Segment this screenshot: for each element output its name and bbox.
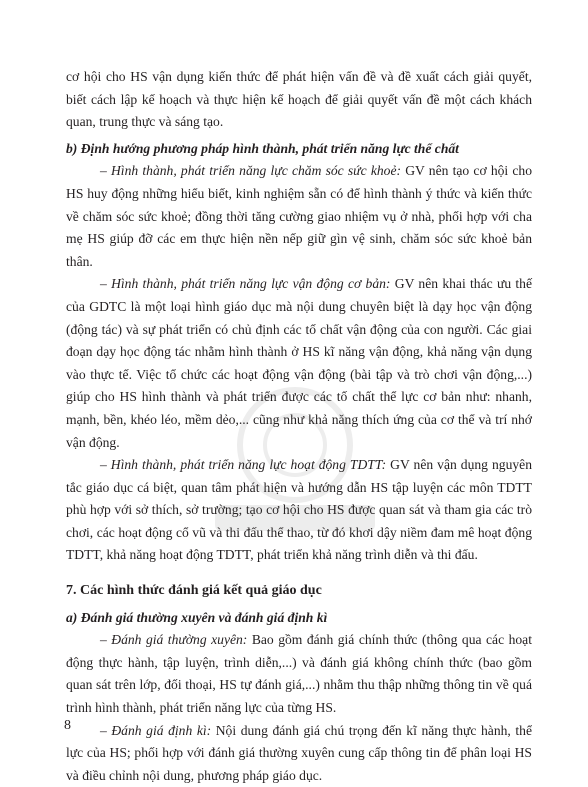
paragraph-regular-assessment xyxy=(66,629,532,719)
paragraph-body: GV nên khai thác ưu thế của GDTC là một loại hình giáo dục mà nội dung chuyên biệt là dạy học vận động (động tác) và sự phát triển có chủ định các tố chất vận động của con người. Các giai đoạn dạy học động tác nhằm hình thành ở HS kĩ năng vận động, khả năng vận dụng vào thực tế. Việc tổ chức các hoạt động vận động (bài tập và trò chơi vận động,...) giúp cho HS hình thành và phát triển được các tố chất thể lực cơ bản như: nhanh, mạnh, bền, khéo léo, mềm dẻo,... cũng như khả năng thích ứng của cơ thể và trí nhớ vận động. xyxy=(66,276,533,450)
paragraph-lead: – Đánh giá định kì: xyxy=(100,722,212,738)
paragraph-basic-motor xyxy=(66,273,532,454)
heading-b: b) Định hướng phương pháp hình thành, phát triển năng lực thể chất xyxy=(66,140,459,156)
paragraph-lead: – Hình thành, phát triển năng lực hoạt động TDTT: xyxy=(100,457,387,473)
heading-section-7: 7. Các hình thức đánh giá kết quả giáo dục xyxy=(66,583,322,599)
paragraph-lead: – Hình thành, phát triển năng lực vận động cơ bản: xyxy=(100,276,391,292)
paragraph-body: Nội dung đánh giá chú trọng đến kĩ năng thực hành, thể lực của HS; phối hợp với đánh giá thường xuyên cung cấp thông tin để phân loại HS và điều chỉnh nội dung, phương pháp giáo dục. xyxy=(66,722,532,783)
paragraph-body: GV nên tạo cơ hội cho HS huy động những hiểu biết, kinh nghiệm sẵn có để hình thành ý thức và kiến thức về chăm sóc sức khoẻ; đồng thời tăng cường giao nhiệm vụ ở nhà, phối hợp với cha mẹ HS giúp đỡ các em thực hiện nền nếp giữ gìn vệ sinh, chăm sóc sức khoẻ bản thân. xyxy=(66,163,533,269)
heading-a: a) Đánh giá thường xuyên và đánh giá định kì xyxy=(66,609,328,625)
paragraph-sports-activity xyxy=(66,454,532,567)
paragraph-lead: – Đánh giá thường xuyên: xyxy=(100,632,248,648)
paragraph-health-care xyxy=(66,160,532,273)
paragraph-body: GV nên vận dụng nguyên tắc giáo dục cá biệt, quan tâm phát hiện và hướng dẫn HS tập luyện các môn TDTT phù hợp với sở thích, sở trường; tạo cơ hội cho HS được quan sát và tham gia các trò chơi, các hoạt động cổ vũ và thi đấu thể thao, từ đó khơi dậy niềm đam mê hoạt động TDTT, khả năng hoạt động TDTT, phát triển khả năng trình diễn và thi đấu. xyxy=(66,457,532,563)
paragraph-periodic-assessment xyxy=(66,720,532,787)
paragraph-body: Bao gồm đánh giá chính thức (thông qua các hoạt động thực hành, tập luyện, trình diễn,...) và đánh giá không chính thức (bao gồm quan sát trên lớp, đối thoại, HS tự đánh giá,...) nhằm thu thập những thông tin về quá trình hình thành, phát triển năng lực của từng HS. xyxy=(66,632,532,716)
page-number: 8 xyxy=(64,718,71,733)
paragraph-intro: cơ hội cho HS vận dụng kiến thức để phát hiện vấn đề và đề xuất cách giải quyết, biết cách lập kế hoạch và thực hiện kế hoạch để giải quyết vấn đề một cách khách quan, trung thực và sáng tạo. xyxy=(66,69,532,130)
paragraph-lead: – Hình thành, phát triển năng lực chăm sóc sức khoẻ: xyxy=(100,163,402,179)
